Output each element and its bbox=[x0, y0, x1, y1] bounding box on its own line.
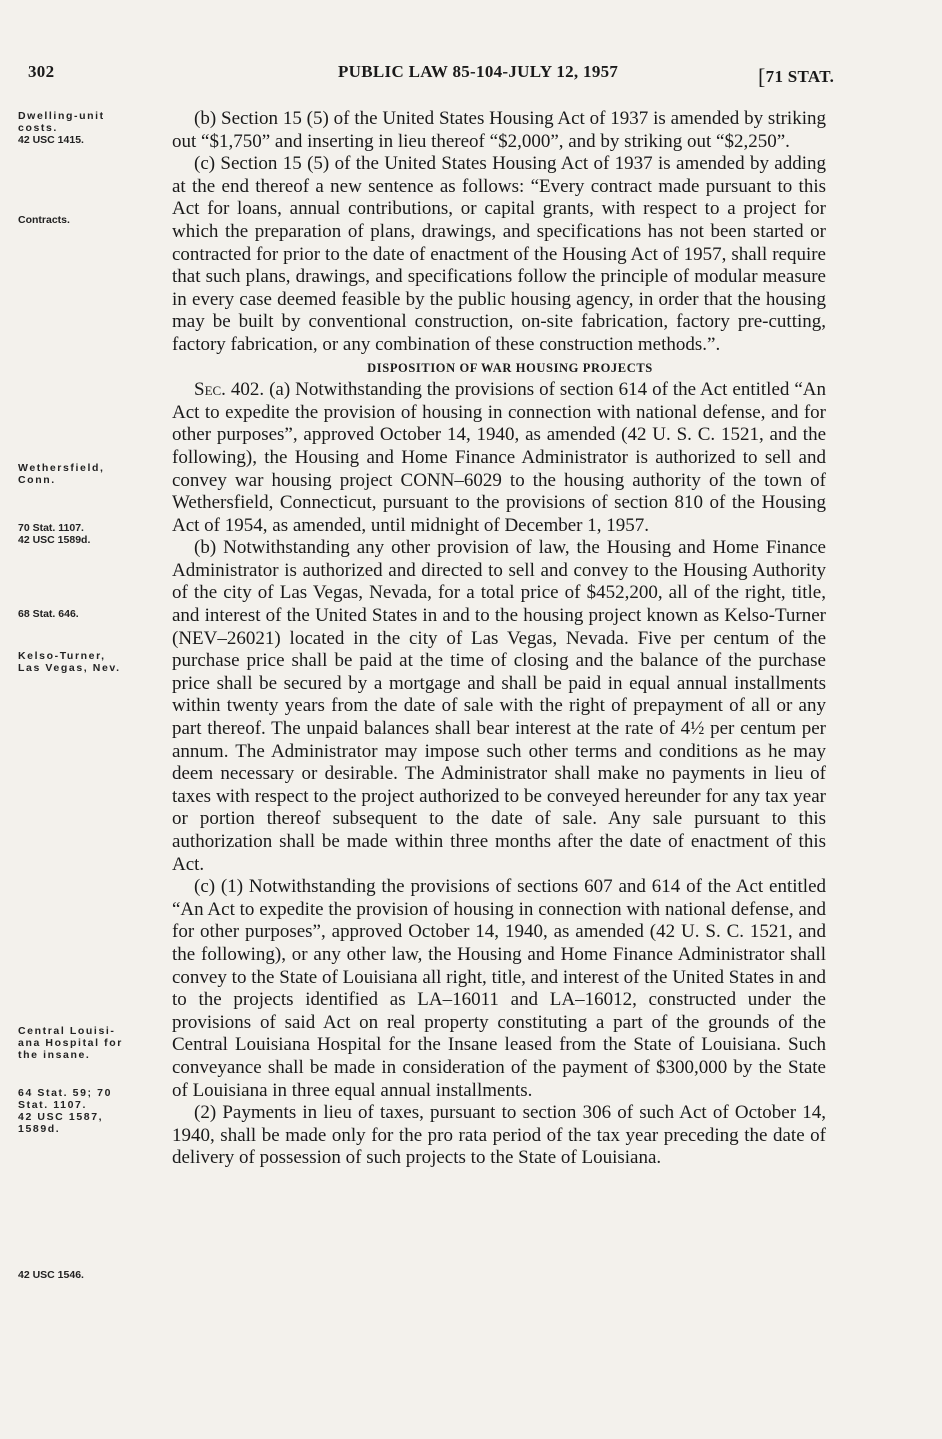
margin-note-contracts: Contracts. bbox=[18, 214, 70, 226]
margin-note-central: Central Louisi- ana Hospital for the insane. bbox=[18, 1025, 123, 1061]
margin-note-kelso: Kelso-Turner, Las Vegas, Nev. bbox=[18, 650, 121, 674]
margin-note-usc1546: 42 USC 1546. bbox=[18, 1269, 84, 1281]
margin-note-stat1107: 70 Stat. 1107. 42 USC 1589d. bbox=[18, 522, 91, 546]
paragraph-sec402-a bbox=[172, 379, 826, 537]
law-title: PUBLIC LAW 85-104-JULY 12, 1957 bbox=[338, 62, 619, 81]
margin-note-wethersfield: Wethersfield, Conn. bbox=[18, 462, 105, 486]
paragraph-402-c1: (c) (1) Notwithstanding the provisions of sections 607 and 614 of the Act entitled “An Act to expedite the provision of housing in connection with national defense, and for other purposes”, approved October 14, 1940, as amended (42 U. S. C. 1521, and the following), or any other law, the Housing and Home Finance Administrator shall convey to the State of Louisiana all right, title, and interest of the United States in and to the projects identified as LA–16011 and LA–16012, constructed under the provisions of said Act on real property constituting a part of the grounds of the Central Louisiana Hospital for the Insane leased from the State of Louisiana. Such conveyance shall be made in consideration of the payment of $300,000 by the State of Louisiana in three equal annual installments. bbox=[172, 876, 826, 1101]
margin-note-usc1415: 42 USC 1415. bbox=[18, 134, 84, 146]
paragraph-b: (b) Section 15 (5) of the United States Housing Act of 1937 is amended by striking out “$1,750” and inserting in lieu thereof “$2,000”, and by striking out “$2,250”. bbox=[172, 108, 826, 152]
volume-reference-text: 71 STAT. bbox=[765, 67, 835, 86]
body-text bbox=[172, 108, 826, 1170]
paragraph-402-b: (b) Notwithstanding any other provision of law, the Housing and Home Finance Administrator is authorized and directed to sell and convey to the Housing Authority of the city of Las Vegas, Nevada, for a total price of $452,200, all of the right, title, and interest of the United States in and to the housing project known as Kelso-Turner (NEV–26021) located in the city of Las Vegas, Nevada. Five per centum of the purchase price shall be paid at the time of closing and the balance of the purchase price shall be secured by a mortgage and shall be paid in equal annual installments within twenty years from the date of sale with the right of prepayment of all or any part thereof. The unpaid balances shall bear interest at the rate of 4½ per centum per annum. The Administrator may impose such other terms and conditions as he may deem necessary or desirable. The Administrator shall make no payments in lieu of taxes with respect to the project authorized to be conveyed hereunder for any tax year or portion thereof subsequent to the date of sale. Any sale pursuant to this authorization shall be made within three months after the date of enactment of this Act. bbox=[172, 537, 826, 875]
margin-note-dwelling: Dwelling-unit costs. bbox=[18, 110, 105, 134]
margin-note-stat59: 64 Stat. 59; 70 Stat. 1107. 42 USC 1587, 1589d. bbox=[18, 1087, 113, 1135]
sec402-a-text: (a) Notwithstanding the provisions of section 614 of the Act entitled “An Act to expedite the provision of housing in connection with national defense, and for other purposes”, approved October 14, 1940, as amended (42 U. S. C. 1521, and the following), the Housing and Home Finance Administrator is authorized to sell and convey war housing project CONN–6029 to the housing authority of the town of Wethersfield, Connecticut, pursuant to the provisions of section 810 of the Housing Act of 1954, as amended, until midnight of December 1, 1957. bbox=[172, 379, 827, 536]
section-heading: DISPOSITION OF WAR HOUSING PROJECTS bbox=[367, 360, 653, 375]
running-header bbox=[28, 62, 842, 89]
margin-note-stat646: 68 Stat. 646. bbox=[18, 608, 79, 620]
paragraph-c: (c) Section 15 (5) of the United States Housing Act of 1937 is amended by adding at the end thereof a new sentence as follows: “Every contract made pursuant to this Act for loans, annual contributions, or capital grants, with respect to a project for which the preparation of plans, drawings, and specifications has not been started or contracted for prior to the date of enactment of the Housing Act of 1957, shall require that such plans, drawings, and specifications follow the principle of modular measure in every case deemed feasible by the public housing agency, in order that the housing may be built by conventional construction, on-site fabrication, factory pre-cutting, factory fabrication, or any combination of these construction methods.”. bbox=[172, 153, 826, 355]
volume-reference: [71 STAT. bbox=[758, 64, 835, 89]
page-number: 302 bbox=[28, 62, 55, 81]
paragraph-402-c2: (2) Payments in lieu of taxes, pursuant to section 306 of such Act of October 14, 1940, shall be made only for the pro rata period of the tax year preceding the date of delivery of possession of such projects to the State of Louisiana. bbox=[172, 1102, 826, 1169]
section-label: Sec. 402. bbox=[194, 379, 265, 401]
